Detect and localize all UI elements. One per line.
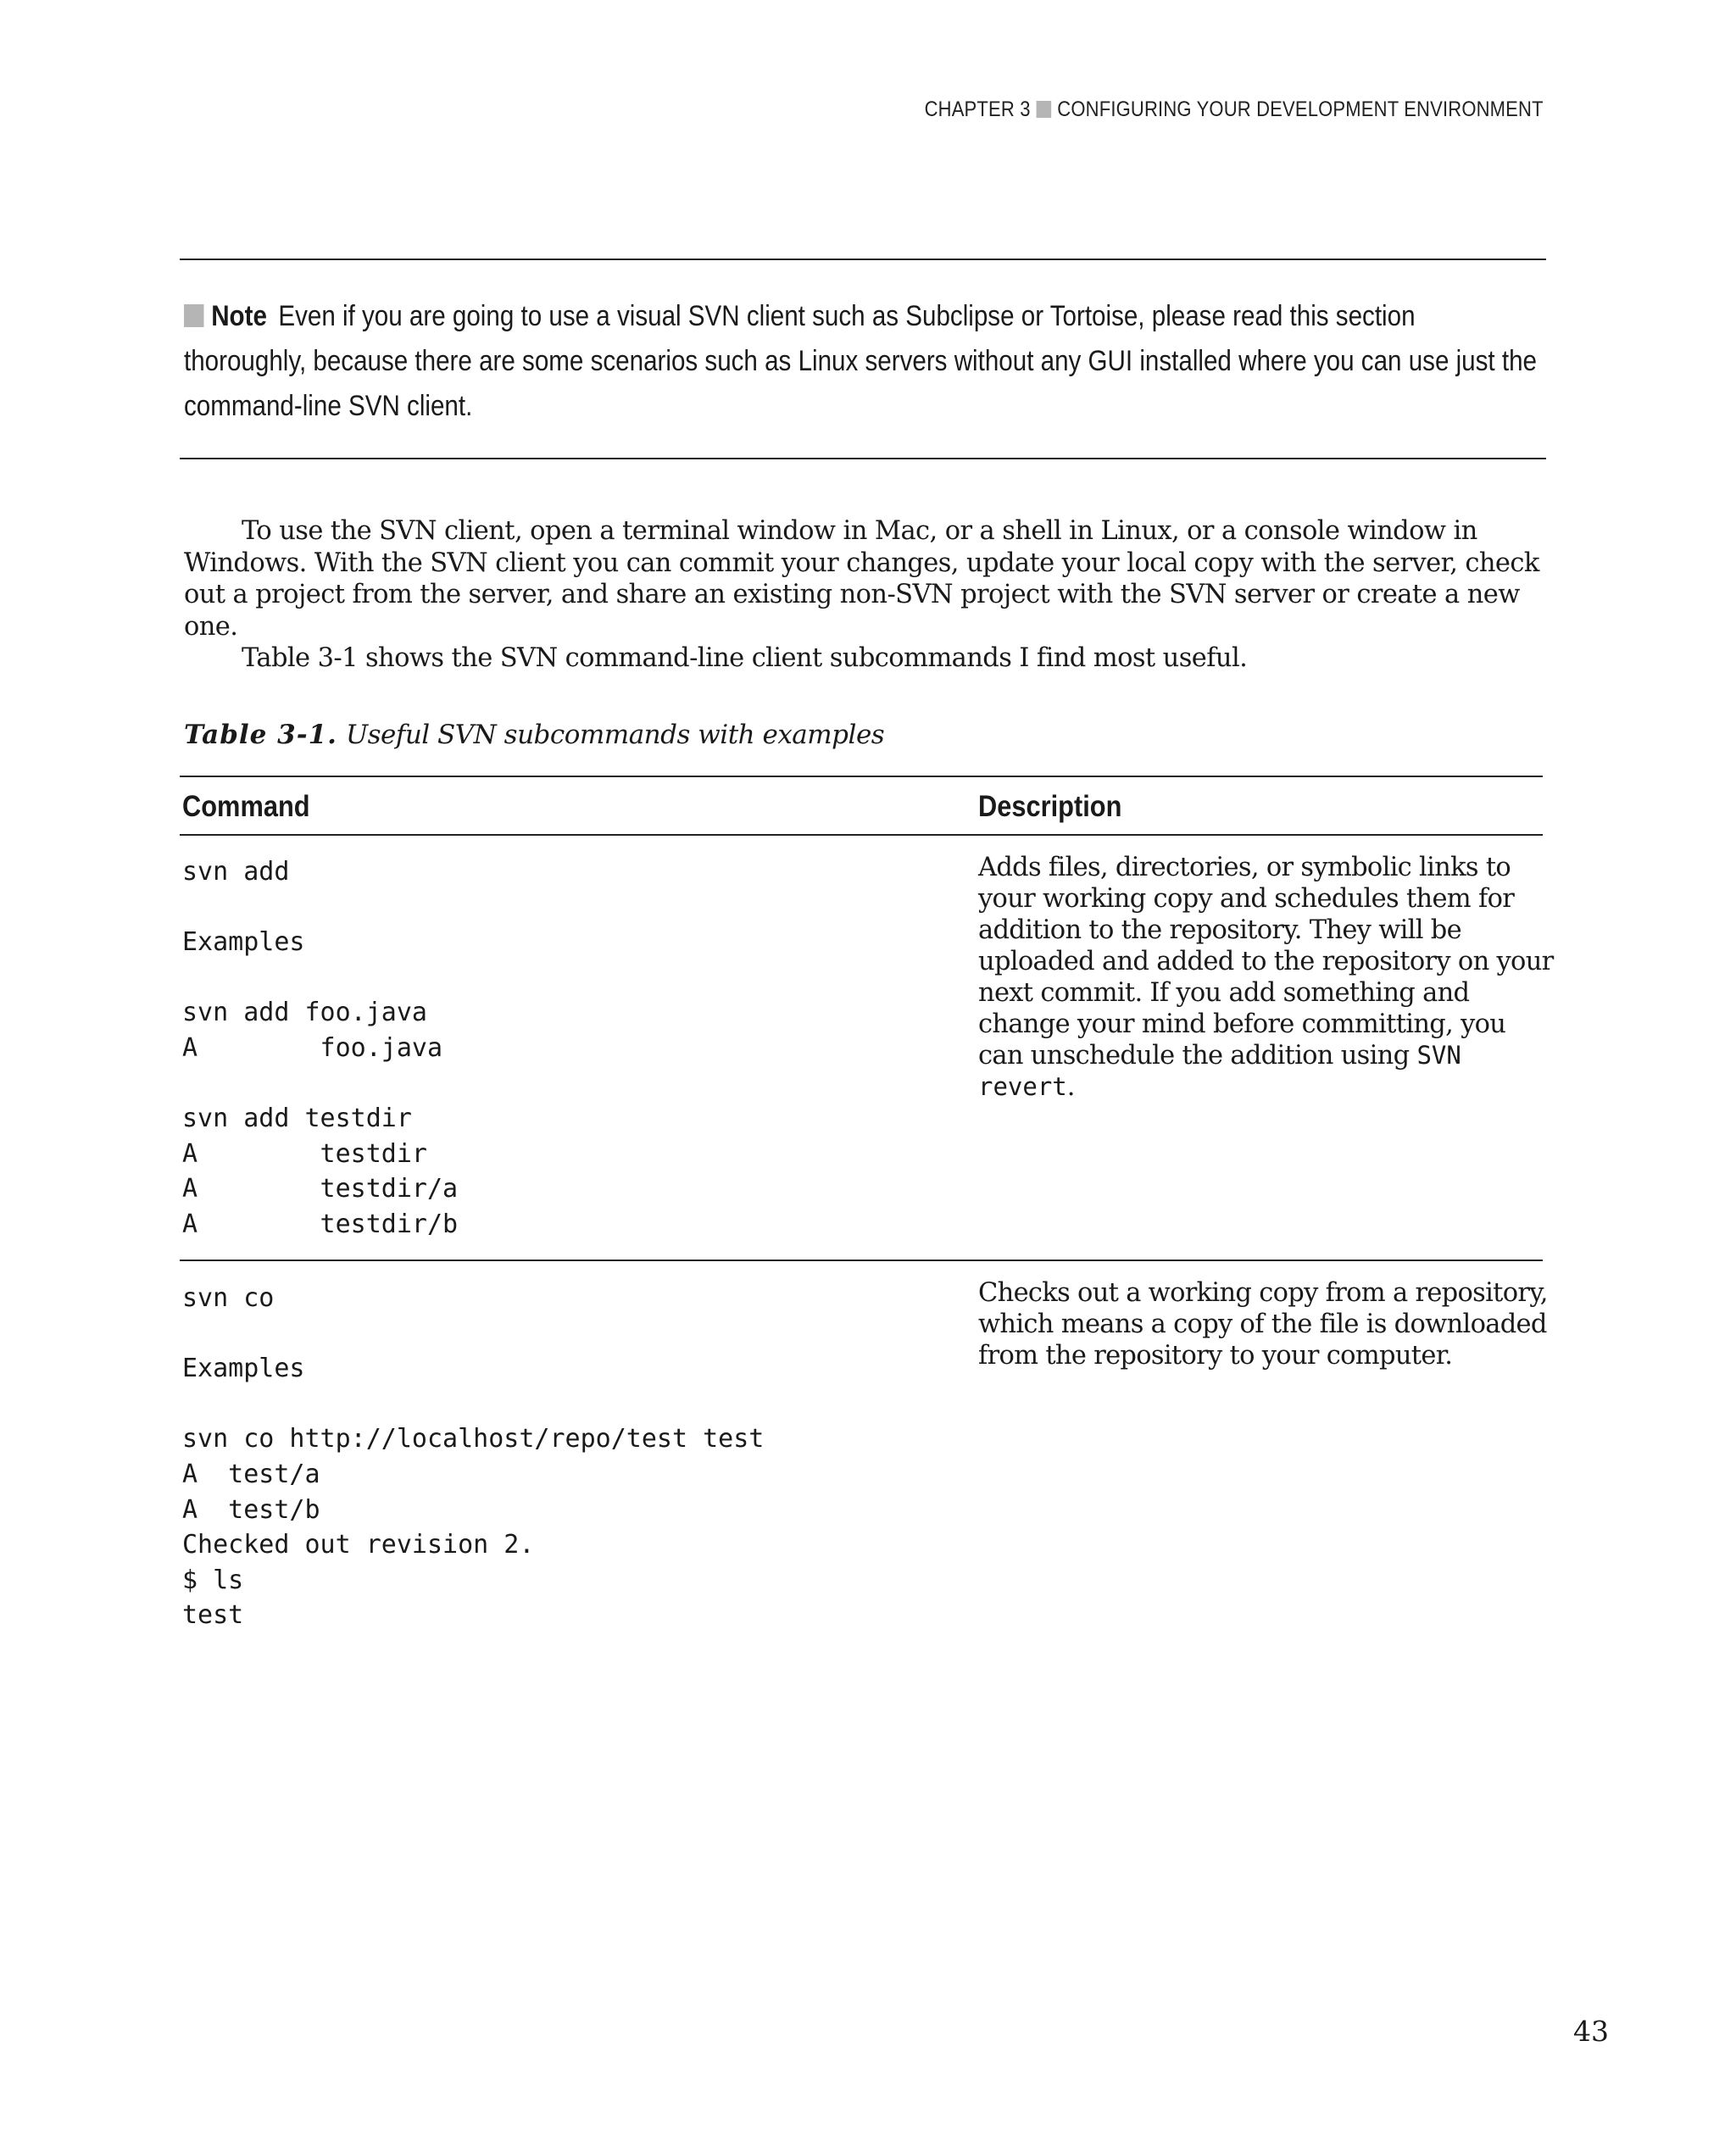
table-top-rule xyxy=(180,776,1543,777)
square-bullet-icon xyxy=(1037,101,1052,118)
page-number: 43 xyxy=(1573,2015,1609,2048)
row-svn-add-description-text: Adds files, directories, or symbolic links to your working copy and schedules them for addition to the repository. They will be uploaded and added to the repository on your next commit. If you add something and change your mind before committing, you can unschedule the addition using xyxy=(978,853,1554,1070)
row-svn-co-command: svn co Examples svn co http://localhost/repo/test test A test/a A test/b Checked out revision 2. $ ls test xyxy=(182,1283,765,1631)
row-svn-add-command: svn add Examples svn add foo.java A foo.java svn add testdir A testdir A testdir/a A testdir/b xyxy=(182,857,459,1239)
note-square-icon xyxy=(184,304,203,327)
note-box xyxy=(180,259,1546,459)
header-command: Command xyxy=(182,790,310,823)
body-paragraph-2: Table 3-1 shows the SVN command-line client subcommands I find most useful. xyxy=(242,643,1248,673)
table-caption-text: Useful SVN subcommands with examples xyxy=(345,720,885,750)
header-description: Description xyxy=(978,790,1122,823)
running-head-title: CONFIGURING YOUR DEVELOPMENT ENVIRONMENT xyxy=(1057,97,1544,121)
table-caption-number: Table 3-1. xyxy=(184,720,337,750)
running-head xyxy=(925,97,1544,122)
body-paragraph-1: To use the SVN client, open a terminal window in Mac, or a shell in Linux, or a console window in Windows. With the SVN client you can commit your changes, update your local copy with the server, check out a project from the server, and share an existing non-SVN project with the SVN server or create a new one. xyxy=(184,516,1539,642)
body-text xyxy=(184,515,1550,675)
note-label: Note xyxy=(211,300,267,332)
row-svn-co-description: Checks out a working copy from a repository, which means a copy of the file is downloaded from the repository to your computer. xyxy=(978,1278,1548,1371)
row-svn-add-description xyxy=(978,852,1555,1103)
row-svn-add-description-end: . xyxy=(1066,1072,1075,1102)
note-body: Even if you are going to use a visual SVN client such as Subclipse or Tortoise, please read this section thoroughly, because there are some scenarios such as Linux servers without any GUI installed where you can use just the command-line SVN client. xyxy=(184,300,1537,422)
table-row-rule xyxy=(180,1260,1543,1261)
row-svn-add-description-code: SVN revert xyxy=(978,1041,1461,1101)
running-head-chapter: CHAPTER 3 xyxy=(924,97,1031,121)
table-caption xyxy=(184,720,884,750)
note-text-block xyxy=(184,294,1541,429)
table-header-rule xyxy=(180,834,1543,836)
